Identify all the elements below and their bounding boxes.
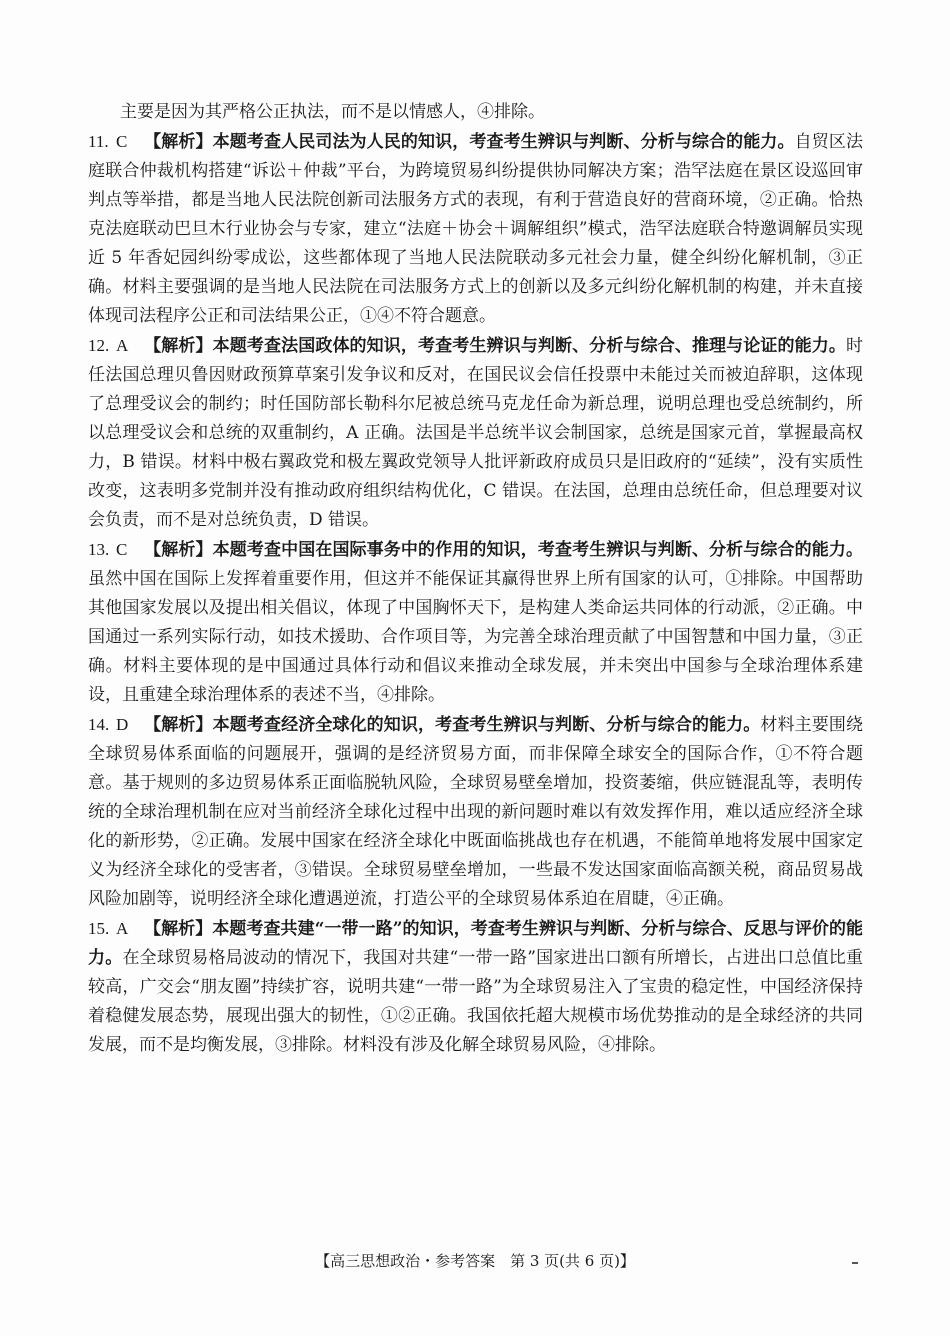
question-number: 13. — [88, 540, 110, 559]
analysis-tag: 【解析】 — [144, 919, 213, 939]
analysis-text: 时任法国总理贝鲁因财政预算草案引发争议和反对，在国民议会信任投票中未能过关而被迫辞职，这体现了总理受议会的制约；时任国防部长勒科尔尼被总统马克龙任命为新总理，说明总理也受总统制约，所以总理受议会和总统的双重制约，A 正确。法国是半总统半议会制国家，总统是国家元首，掌握最高权力，B 错误。材料中极右翼政党和极左翼政党领导人批评新政府成员只是旧政府的“延续”，没有实质性改变，这表明多党制并没有推动政府组织结构优化，C 错误。在法国，总理由总统任命，但总理要对议会负责，而不是对总统负责，D 错误。 — [88, 336, 864, 530]
analysis-text: 虽然中国在国际上发挥着重要作用，但这并不能保证其赢得世界上所有国家的认可，①排除。中国帮助其他国家发展以及提出相关倡议，体现了中国胸怀天下，是构建人类命运共同体的行动派，②正确。中国通过一系列实际行动，如技术援助、合作项目等，为完善全球治理贡献了中国智慧和中国力量，③正确。材料主要体现的是中国通过具体行动和倡议来推动全球发展，并未突出中国参与全球治理体系建设，且重建全球治理体系的表述不当，④排除。 — [88, 569, 863, 705]
analysis-text: 自贸区法庭联合仲裁机构搭建“诉讼＋仲裁”平台，为跨境贸易纠纷提供协同解决方案；浩罕法庭在景区设巡回审判点等举措，都是当地人民法院创新司法服务方式的表现，有利于营造良好的营商环境，②正确。恰热克法庭联动巴旦木行业协会与专家，建立“法庭＋协会＋调解组织”模式，浩罕法庭联合特邀调解员实现近 5 年香妃园纠纷零成讼，这些都体现了当地人民法院联动多元社会力量，健全纠纷化解机制，③正确。材料主要强调的是当地人民法院在司法服务方式上的创新以及多元纠纷化解机制的构建，并未直接体现司法程序公正和司法结果公正，①④不符合题意。 — [88, 132, 864, 326]
answer-letter: C — [116, 132, 128, 151]
analysis-tag: 【解析】 — [144, 336, 213, 356]
answer-item-14 — [88, 710, 863, 914]
question-number: 12. — [88, 336, 110, 355]
answer-letter: C — [116, 540, 128, 559]
question-number: 15. — [88, 919, 110, 938]
answer-content — [88, 98, 863, 1060]
question-number: 14. — [88, 715, 110, 734]
answer-item-11 — [88, 127, 863, 331]
analysis-focus: 本题考查人民司法为人民的知识，考查考生辨识与判断、分析与综合的能力。 — [212, 132, 795, 152]
corner-mark — [852, 1262, 858, 1264]
analysis-focus: 本题考查法国政体的知识，考查考生辨识与判断、分析与综合、推理与论证的能力。 — [212, 336, 847, 356]
answer-item-12 — [88, 331, 863, 535]
answer-item-13 — [88, 535, 863, 710]
answer-letter: A — [116, 336, 129, 355]
analysis-focus: 本题考查经济全球化的知识，考查考生辨识与判断、分析与综合的能力。 — [212, 715, 761, 735]
analysis-focus: 本题考查中国在国际事务中的作用的知识，考查考生辨识与判断、分析与综合的能力。 — [212, 540, 864, 560]
analysis-focus: 本题考查共建“一带一路”的知识，考查考生辨识与判断、分析与综合、反思与评价的能力。 — [88, 919, 864, 968]
answer-letter: D — [116, 715, 129, 734]
analysis-tag: 【解析】 — [144, 132, 213, 152]
analysis-tag: 【解析】 — [144, 540, 213, 560]
page-footer: 【高三思想政治・参考答案 第 3 页(共 6 页)】 — [315, 1252, 635, 1270]
question-number: 11. — [88, 132, 109, 151]
analysis-text: 材料主要围绕全球贸易体系面临的问题展开，强调的是经济贸易方面，而非保障全球安全的国际合作，①不符合题意。基于规则的多边贸易体系正面临脱轨风险，全球贸易壁垒增加，投资萎缩，供应链混乱等，表明传统的全球治理机制在应对当前经济全球化过程中出现的新问题时难以有效发挥作用，难以适应经济全球化的新形势，②正确。发展中国家在经济全球化中既面临挑战也存在机遇，不能简单地将发展中国家定义为经济全球化的受害者，③错误。全球贸易壁垒增加，一些最不发达国家面临高额关税，商品贸易战风险加剧等，说明经济全球化遭遇逆流，打造公平的全球贸易体系迫在眉睫，④正确。 — [88, 715, 864, 909]
analysis-tag: 【解析】 — [144, 715, 213, 735]
analysis-text: 在全球贸易格局波动的情况下，我国对共建“一带一路”国家进出口额有所增长，占进出口总值比重较高，广交会“朋友圈”持续扩容，说明共建“一带一路”为全球贸易注入了宝贵的稳定性，中国经济保持着稳健发展态势，展现出强大的韧性，①②正确。我国依托超大规模市场优势推动的是全球经济的共同发展，而不是均衡发展，③排除。材料没有涉及化解全球贸易风险，④排除。 — [88, 948, 863, 1055]
answer-letter: A — [116, 919, 129, 938]
answer-item-15 — [88, 914, 863, 1060]
continued-paragraph: 主要是因为其严格公正执法，而不是以情感人，④排除。 — [120, 102, 545, 122]
